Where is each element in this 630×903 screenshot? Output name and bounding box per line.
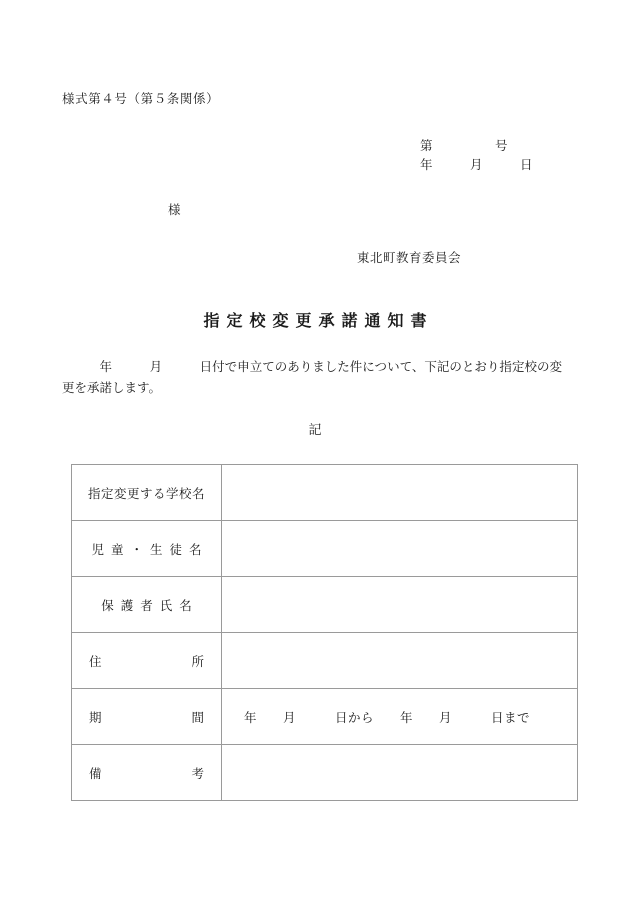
row-label-char: 考	[191, 765, 204, 781]
row-value-student-name[interactable]	[222, 521, 578, 577]
details-table-body	[72, 465, 578, 801]
addressee-honorific: 様	[168, 202, 181, 217]
period-text: 年 月 日から 年 月 日まで	[244, 709, 531, 725]
document-number-line: 第 号	[420, 138, 508, 153]
row-label-address	[72, 633, 222, 689]
body-paragraph	[62, 356, 562, 398]
row-label-school-name	[72, 465, 222, 521]
row-label-student-name	[72, 521, 222, 577]
row-value-address[interactable]	[222, 633, 578, 689]
table-row	[72, 745, 578, 801]
row-label-text	[72, 764, 221, 782]
row-label-char: 間	[191, 709, 204, 725]
row-label-char: 住	[89, 653, 102, 669]
row-label-char: 期	[89, 709, 102, 725]
row-label-guardian-name	[72, 577, 222, 633]
table-row	[72, 689, 578, 745]
row-label-text: 保護者氏名	[101, 597, 199, 613]
row-value-period[interactable]	[222, 689, 578, 745]
row-label-text: 児童・生徒名	[91, 541, 209, 557]
form-number: 様式第４号（第５条関係）	[62, 91, 220, 106]
row-value-remarks[interactable]	[222, 745, 578, 801]
table-row	[72, 465, 578, 521]
body-indent	[62, 359, 100, 374]
page-title: 指定校変更承諾通知書	[203, 311, 434, 330]
document-meta-block	[420, 136, 533, 174]
table-row	[72, 633, 578, 689]
table-row	[72, 521, 578, 577]
body-paragraph-text: 年 月 日付で申立てのありました件について、下記のとおり指定校の変更を承諾します。	[62, 359, 562, 395]
issuer-name: 東北町教育委員会	[357, 250, 462, 265]
table-row	[72, 577, 578, 633]
row-label-remarks	[72, 745, 222, 801]
row-value-school-name[interactable]	[222, 465, 578, 521]
row-label-text	[72, 708, 221, 726]
row-label-period	[72, 689, 222, 745]
row-label-text: 指定変更する学校名	[87, 485, 205, 501]
ki-marker: 記	[308, 423, 322, 438]
document-date-line: 年 月 日	[420, 157, 533, 172]
row-label-text	[72, 652, 221, 670]
row-label-char: 所	[191, 653, 204, 669]
row-label-char: 備	[89, 765, 102, 781]
details-table	[71, 464, 578, 801]
row-value-guardian-name[interactable]	[222, 577, 578, 633]
